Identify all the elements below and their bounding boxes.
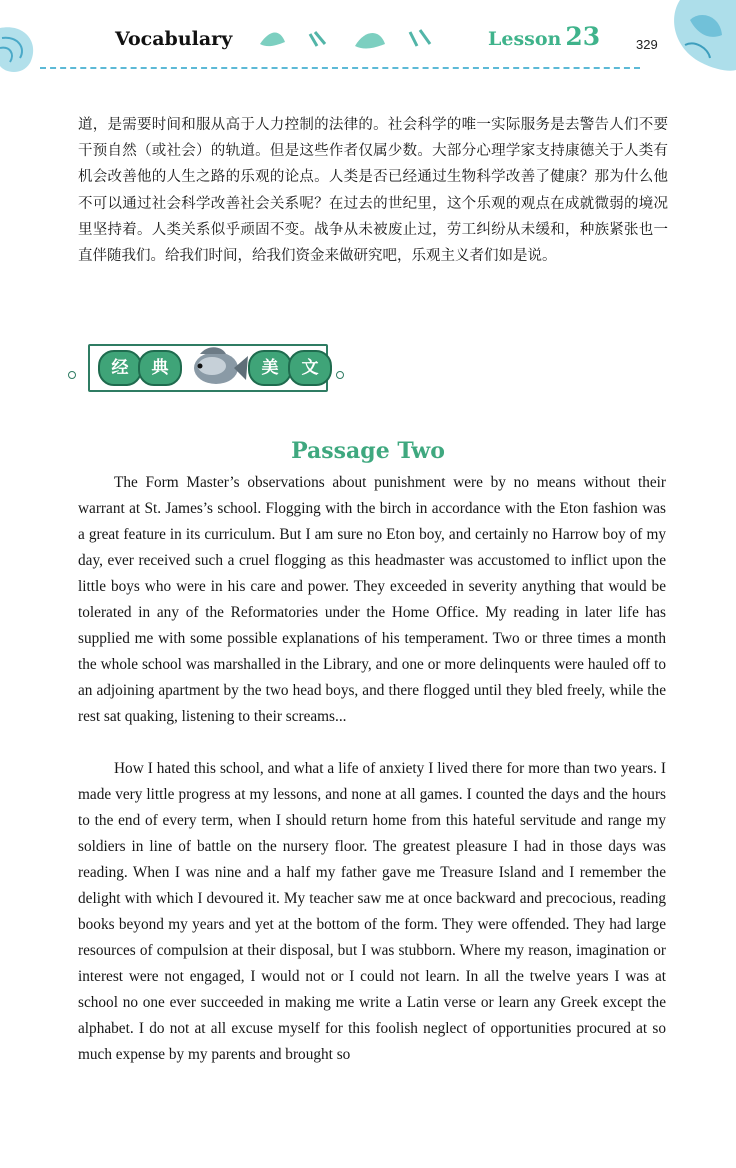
decorative-leaf-icon [255,24,455,54]
lesson-number: 23 [565,22,601,51]
fish-icon [186,342,250,392]
badge-dot-left [68,371,76,379]
badge-char: 文 [288,350,332,386]
badge-char: 经 [98,350,142,386]
decorative-swirl-icon [0,18,60,78]
page-header [0,0,736,80]
page-number: 329 [636,37,658,52]
decorative-swirl-icon [660,0,736,80]
section-label: Vocabulary [115,28,233,50]
header-dashed-divider [40,67,640,69]
badge-char: 美 [248,350,292,386]
badge-char: 典 [138,350,182,386]
passage-paragraph: How I hated this school, and what a life of anxiety I lived there for more than two years. I made very little progress at my lessons, and none at all games. I counted the days and the hours to the end of every term, when I should return home from this hateful servitude and range my soldiers in line of battle on the nursery floor. The greatest pleasure I had in those days was reading. When I was nine and a half my father gave me Treasure Island and I remember the delight with which I devoured it. My teacher saw me at once backward and precocious, reading books beyond my years and yet at the bottom of the form. They were offended. They had large resources of compulsion at their disposal, but I was stubborn. Where my reason, imagination or interest were not engaged, I would not or I could not learn. In all the twelve years I was at school no one ever succeeded in making me write a Latin verse or learn any Greek except the alphabet. I do not at all excuse myself for this foolish neglect of opportunities procured at so much expense by my parents and brought so [78,760,666,1063]
classic-essay-badge [68,338,368,398]
badge-dot-right [336,371,344,379]
passage-paragraph: The Form Master’s observations about punishment were by no means without their warrant at St. James’s school. Flogging with the birch in accordance with the Eton fashion was a great feature in its curriculum. But I am sure no Eton boy, and certainly no Harrow boy of my day, ever received such a cruel flogging as this headmaster was accustomed to inflict upon the little boys who were in his care and power. They exceeded in severity anything that would be tolerated in any of the Reformatories under the Home Office. My reading in later life has supplied me with some possible explanations of his temperament. Two or three times a month the whole school was marshalled in the Library, and one or more delinquents were hauled off to an adjoining apartment by the two head boys, and there flogged until they bled freely, while the rest sat quaking, listening to their screams... [78,474,666,725]
lesson-label: Lesson 23 [488,22,601,51]
chinese-paragraph: 道，是需要时间和服从高于人力控制的法律的。社会科学的唯一实际服务是去警告人们不要干预自然（或社会）的轨道。但是这些作者仅属少数。大部分心理学家支持康德关于人类有机会改善他的人生之路的乐观的论点。人类是否已经通过生物科学改善了健康？那为什么他不可以通过社会科学改善社会关系呢？在过去的世纪里，这个乐观的观点在成就微弱的境况里坚持着。人类关系似乎顽固不变。战争从未被废止过，劳工纠纷从未缓和，种族紧张也一直伴随我们。给我们时间，给我们资金来做研究吧，乐观主义者们如是说。 [78,117,668,265]
passage-title: Passage Two [291,438,445,464]
